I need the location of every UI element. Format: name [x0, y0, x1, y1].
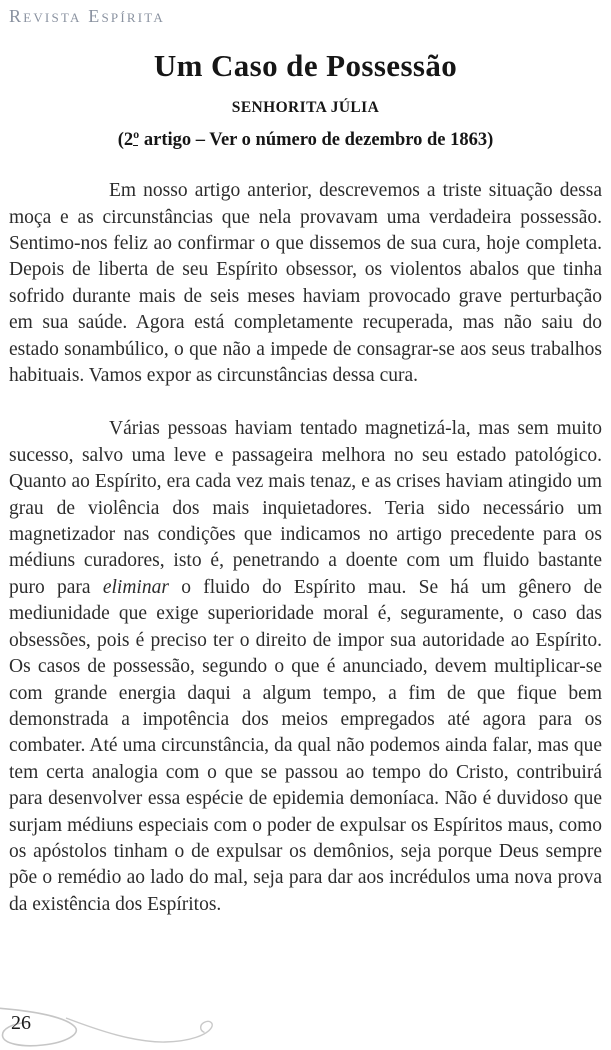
article-subtitle: SENHORITA JÚLIA	[231, 99, 380, 117]
reference-rest: artigo – Ver o número de dezembro de 1863)	[139, 130, 494, 151]
reference-prefix: (2	[117, 130, 134, 151]
running-header: Revista Espírita	[9, 6, 165, 26]
article-body	[0, 178, 611, 918]
paragraph-2-text: Várias pessoas haviam tentado magnetizá-la, mas sem muito sucesso, salvo uma leve e passageira melhora no seu estado patológico. Quanto ao Espírito, era cada vez mais tenaz, e as crises haviam atingido um grau de violência dos mais inquietadores. Teria sido necessário um magnetizador nas condições que indicamos no artigo precedente para os médiuns curadores, isto é, penetrando a doente com um fluido bastante puro para	[9, 418, 602, 598]
footer-flourish-icon	[0, 1002, 240, 1050]
paragraph-2-italic: eliminar	[102, 576, 169, 598]
paragraph-2-text-cont: o fluido do Espírito mau. Se há um gênero de mediunidade que exige superioridade moral é, seguramente, o caso das obsessões, pois é preciso ter o direito de impor sua autoridade ao Espírito. Os casos de possessão, segundo o que é anunciado, devem multiplicar-se com grande energia daqui a algum tempo, a fim de que fique bem demonstrada a impotência dos meios empregados até agora para os combater. Até uma circunstância, da qual não podemos ainda falar, mas que tem certa analogia com o que se passou ao tempo do Cristo, contribuirá para desenvolver essa espécie de epidemia demoníaca. Não é duvidoso que surjam médiuns especiais com o poder de expulsar os Espíritos maus, como os apóstolos tinham o de expulsar os demônios, seja porque Deus sempre põe o remédio ao lado do mal, seja para dar aos incrédulos uma nova prova da existência dos Espíritos.	[9, 576, 602, 915]
page-number: 26	[11, 1012, 31, 1034]
reference-ordinal: º	[133, 130, 140, 151]
paragraph-2	[9, 416, 602, 918]
paragraph-1: Em nosso artigo anterior, descrevemos a triste situação dessa moça e as circunstâncias que nela provavam uma verdadeira possessão. Sentimo-nos feliz ao confirmar o que dissemos de sua cura, hoje completa. Depois de liberta de seu Espírito obsessor, os violentos abalos que tinha sofrido durante mais de seis meses haviam provocado grave perturbação em sua saúde. Agora está completamente recuperada, mas não saiu do estado sonambúlico, o que não a impede de consagrar-se aos seus trabalhos habituais. Vamos expor as circunstâncias dessa cura.	[9, 180, 602, 387]
article-reference	[0, 130, 611, 151]
article-title: Um Caso de Possessão	[153, 48, 458, 83]
